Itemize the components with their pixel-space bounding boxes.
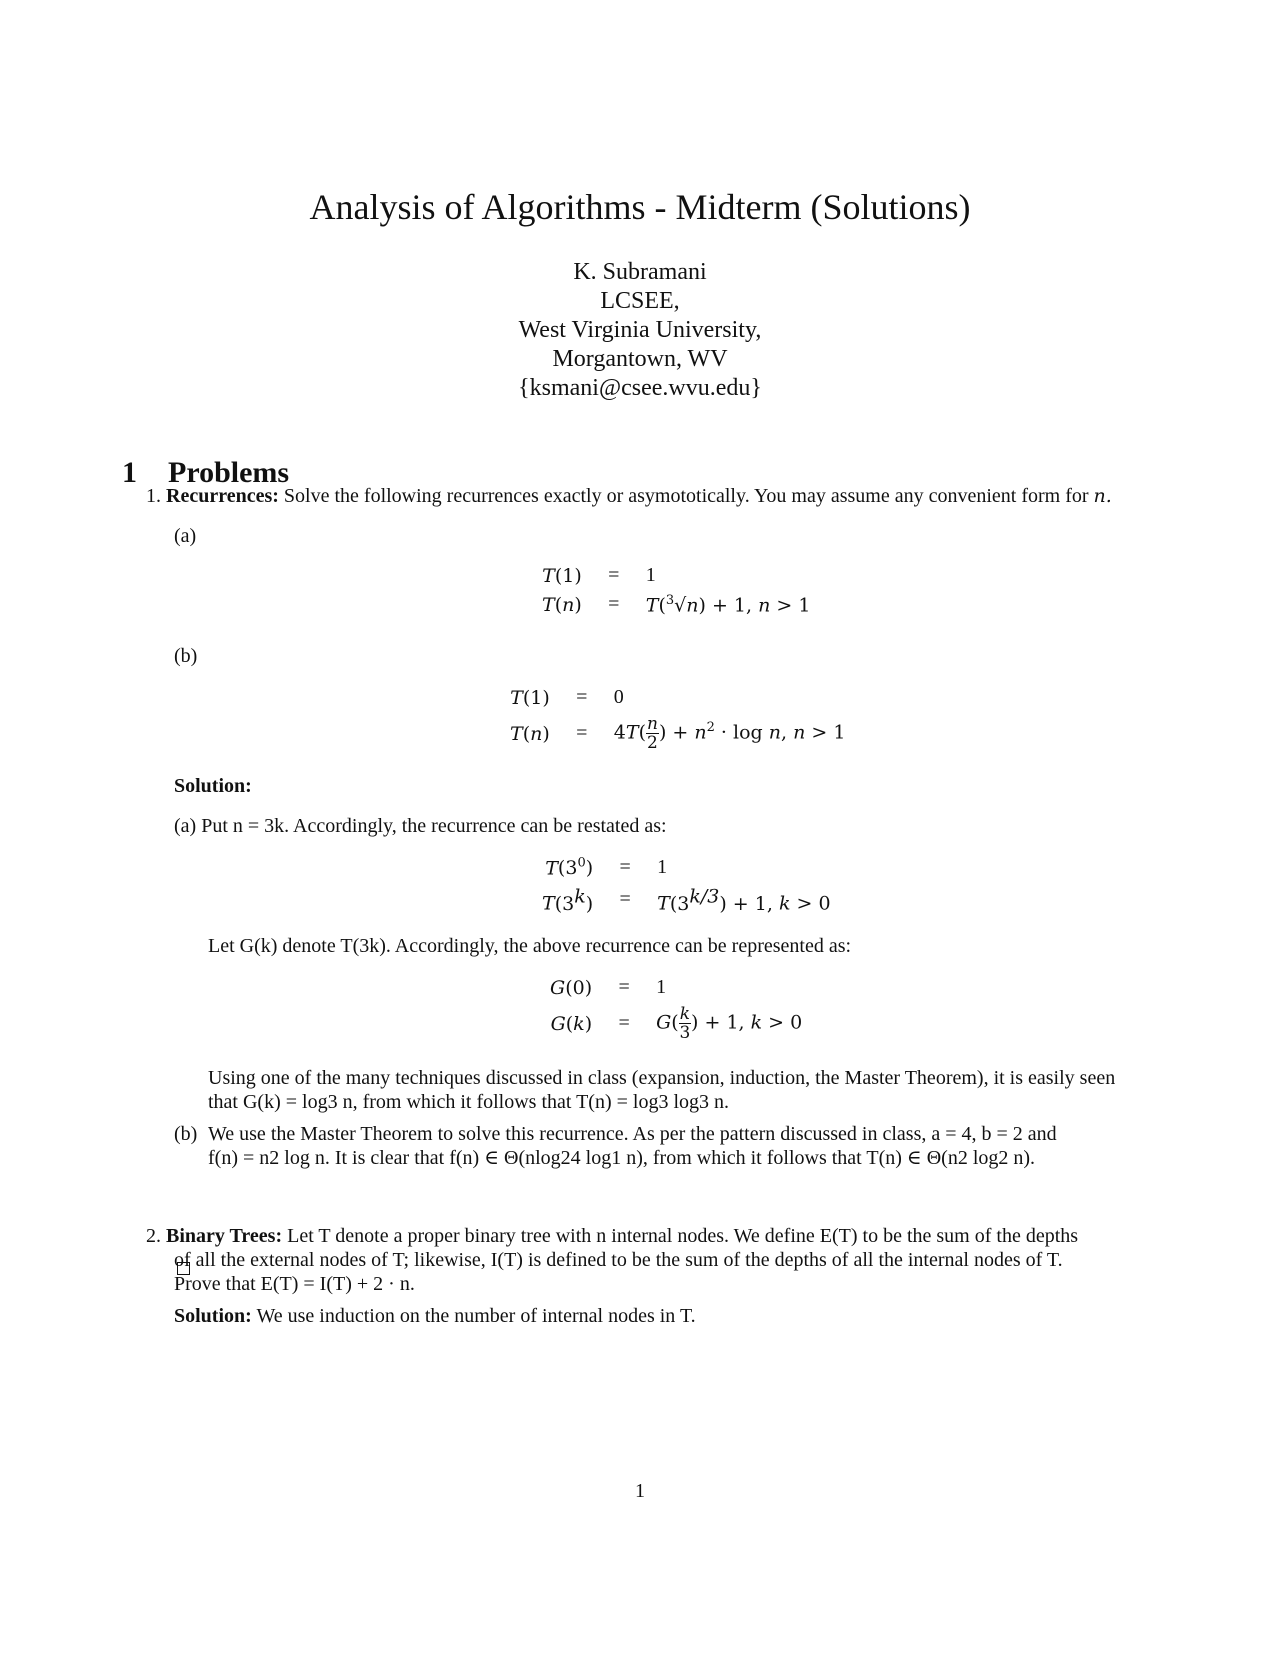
author-email: {ksmani@csee.wvu.edu} [518,375,762,401]
author-city: Morgantown, WV [552,346,728,372]
section-number: 1 [122,456,137,489]
author-name: K. Subramani [573,259,707,285]
author-dept: LCSEE, [600,288,680,314]
paper-title: Analysis of Algorithms - Midterm (Solutions) [309,187,971,227]
problem-1-number: 1. [146,485,161,507]
part-a-label: (a) [174,525,197,547]
problem-2-solution-label: Solution: [174,1305,252,1327]
solution-1a-text: Put n = 3k. Accordingly, the recurrence can be restated as: [201,815,667,837]
equation-a-restated: $T(3^0)$ = 1 T(3$^k$) = $T(3^{k/3}) + 1$, k > 0 [542,856,831,915]
problem-2-line1 [146,1224,1078,1249]
page-number: 1 [635,1480,645,1502]
solution-1b-line2: f(n) = n2 log n. It is clear that f(n) ∈ Θ(nlog24 log1 n), from which it follows that T(n) ∈ Θ(n2 log2 n). [208,1147,1036,1169]
problem-1-text: Solve the following recurrences exactly or asymototically. You may assume any convenient form for [283,485,1089,507]
solution-1a-let: Let G(k) denote T(3k). Accordingly, the above recurrence can be represented as: [208,935,852,957]
part-b-label: (b) [174,645,198,667]
problem-1-var: n. [1093,485,1112,507]
solution-1a-final-line2: that G(k) = log3 n, from which it follows that T(n) = log3 log3 n. [208,1091,730,1113]
solution-1b-tag: (b) [174,1123,198,1145]
problem-2-line2: of all the external nodes of T; likewise, I(T) is defined to be the sum of the depths of all the internal nodes of T. [174,1249,1063,1271]
solution-1-label: Solution: [174,775,252,797]
equation-a: T(1) = 1 T(n) = T($^3$√n) + 1, n > 1 [542,564,811,617]
solution-1a-final-line1: Using one of the many techniques discussed in class (expansion, induction, the Master Theorem), it is easily seen [208,1067,1116,1089]
section-title: Problems [168,456,290,489]
problem-1-statement [146,484,1112,509]
problem-2-line3: Prove that E(T) = I(T) + 2 · n. [174,1273,415,1295]
problem-2-text-1: Let T denote a proper binary tree with n internal nodes. We define E(T) to be the sum of the depths [287,1225,1079,1247]
problem-2-solution-text: We use induction on the number of internal nodes in T. [256,1305,696,1327]
solution-1a-intro [174,814,667,839]
problem-2-label: Binary Trees: [166,1225,283,1247]
problem-1-label: Recurrences: [166,485,279,507]
equation-b: T(1) = 0 T(n) = 4T( $\frac{n}{2}$ ) + $n^2 \cdot \log n$, n > 1 [510,686,846,753]
author-block [0,258,1280,403]
equation-g: G(0) = 1 G(k) = G( $\frac{k}{3}$ ) + 1, k > 0 [550,976,803,1043]
problem-2-number: 2. [146,1225,161,1247]
solution-1b-line1: We use the Master Theorem to solve this recurrence. As per the pattern discussed in class, a = 4, b = 2 and [208,1123,1057,1145]
problem-2-solution [174,1304,696,1329]
solution-1a-tag: (a) [174,815,197,837]
author-university: West Virginia University, [518,317,762,343]
